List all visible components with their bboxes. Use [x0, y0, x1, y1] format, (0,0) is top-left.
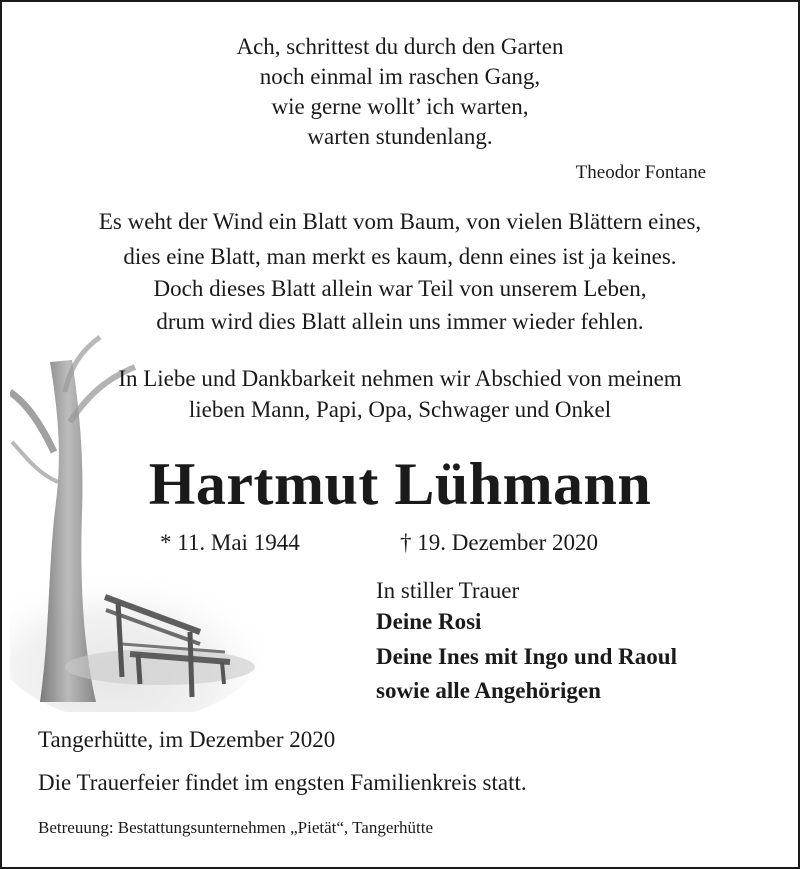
mourners-heading: In stiller Trauer [376, 578, 520, 603]
verse-line: Doch dieses Blatt allein war Teil von unserem Leben, [153, 276, 647, 301]
verse-line: dies eine Blatt, man merkt es kaum, denn eines ist ja keines. [123, 244, 677, 269]
poem-line: warten stundenlang. [307, 124, 493, 149]
death-date: † 19. Dezember 2020 [400, 530, 598, 555]
mourner-line: Deine Rosi [376, 609, 482, 634]
intro-line: lieben Mann, Papi, Opa, Schwager und Onkel [188, 397, 612, 422]
place-date: Tangerhütte, im Dezember 2020 [38, 727, 336, 752]
verse-line: drum wird dies Blatt allein uns immer wieder fehlen. [156, 309, 644, 334]
service-note: Die Trauerfeier findet im engsten Familienkreis statt. [38, 770, 527, 795]
birth-date: * 11. Mai 1944 [160, 530, 300, 555]
mourner-line: sowie alle Angehörigen [376, 678, 601, 703]
deceased-name: Hartmut Lühmann [148, 451, 652, 517]
poem-author: Theodor Fontane [575, 162, 706, 183]
mourner-line: Deine Ines mit Ingo und Raoul [376, 644, 677, 669]
intro-line: In Liebe und Dankbarkeit nehmen wir Abschied von meinem [118, 366, 682, 391]
poem-line: wie gerne wollt’ ich warten, [271, 94, 529, 119]
undertaker-credit: Betreuung: Bestattungsunternehmen „Pietät“, Tangerhütte [38, 818, 434, 837]
verse-line: Es weht der Wind ein Blatt vom Baum, von vielen Blättern eines, [98, 209, 702, 234]
poem-line: Ach, schrittest du durch den Garten [236, 34, 564, 59]
poem-line: noch einmal im raschen Gang, [259, 64, 541, 89]
